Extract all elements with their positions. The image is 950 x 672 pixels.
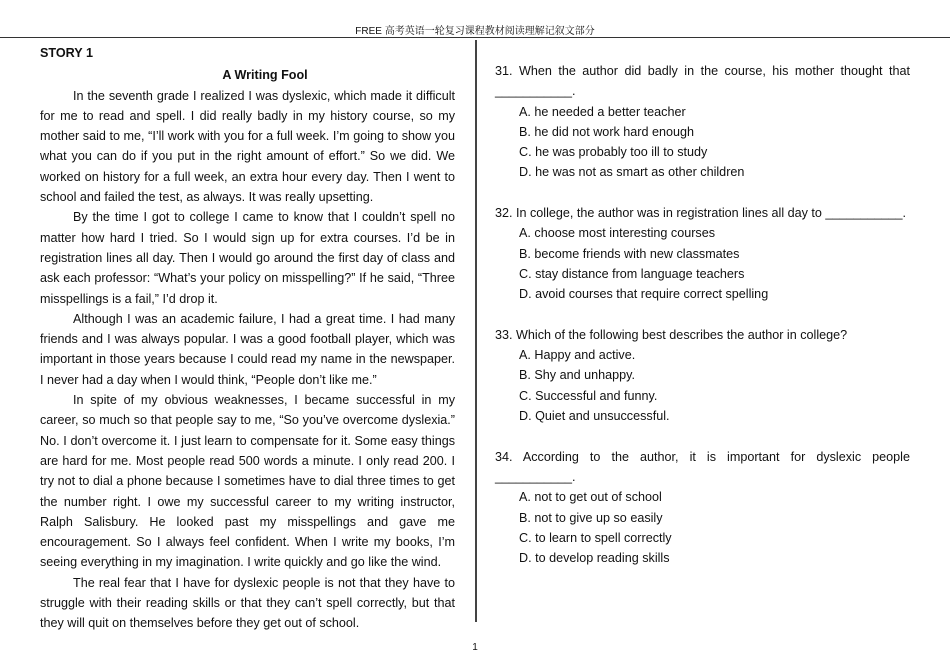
option: D. Quiet and unsuccessful. bbox=[519, 409, 670, 424]
question-33 bbox=[495, 325, 910, 426]
option: C. to learn to spell correctly bbox=[519, 530, 672, 545]
passage-title: A Writing Fool bbox=[222, 68, 308, 83]
questions-column bbox=[495, 61, 910, 589]
question-stem: 34. According to the author, it is important for dyslexic people ___________. bbox=[495, 449, 910, 484]
option: A. choose most interesting courses bbox=[519, 226, 715, 241]
option: C. stay distance from language teachers bbox=[519, 266, 745, 281]
question-stem: 31. When the author did badly in the course, his mother thought that ___________. bbox=[495, 64, 910, 99]
question-stem: 33. Which of the following best describes the author in college? bbox=[495, 327, 848, 342]
paragraph: In spite of my obvious weaknesses, I became successful in my career, so much so that people say to me, “So you’ve overcome dyslexia.” No. I don’t overcome it. I just learn to compensate for it. Some easy things are hard for me. Most people read 500 words a minute. I only read 200. I try not to dial a phone because I sometimes have to dial three times to get the number right. I owe my successful career to my writing instructor, Ralph Salisbury. He looked past my misspellings and gave me encouragement. So I always feel confident. When I write my books, I’m seeing everything in my imagination. I write quickly and go like the wind. bbox=[40, 393, 455, 570]
paragraph: The real fear that I have for dyslexic people is not that they have to struggle with their reading skills or that they can’t spell correctly, but that they will quit on themselves before they get out of school. bbox=[40, 575, 455, 631]
option: D. avoid courses that require correct spelling bbox=[519, 287, 769, 302]
option: B. not to give up so easily bbox=[519, 510, 663, 525]
option: A. he needed a better teacher bbox=[519, 104, 686, 119]
option: D. to develop reading skills bbox=[519, 551, 670, 566]
column-divider bbox=[475, 40, 477, 622]
option: B. he did not work hard enough bbox=[519, 124, 695, 139]
passage-column bbox=[40, 43, 455, 634]
question-32 bbox=[495, 203, 910, 304]
option: C. he was probably too ill to study bbox=[519, 145, 708, 160]
paragraph: By the time I got to college I came to know that I couldn’t spell no matter how hard I tried. So I would sign up for extra courses. I’d be in registration lines all day. Then I would go around the first day of class and ask each professor: “What’s your policy on misspelling?” If he said, “Three misspellings is a fail,” I’d drop it. bbox=[40, 210, 455, 306]
option: C. Successful and funny. bbox=[519, 388, 658, 403]
option: D. he was not as smart as other children bbox=[519, 165, 745, 180]
paragraph: Although I was an academic failure, I had a great time. I had many friends and I was always popular. I was a good football player, which was important in those years because I could read my name in the newspaper. I never had a day when I would think, “People don’t like me.” bbox=[40, 311, 455, 387]
option: A. not to get out of school bbox=[519, 490, 662, 505]
question-34 bbox=[495, 447, 910, 569]
option: A. Happy and active. bbox=[519, 348, 636, 363]
option: B. become friends with new classmates bbox=[519, 246, 740, 261]
page-header: FREE 高考英语一轮复习课程教材阅读理解记叙文部分 bbox=[355, 26, 595, 37]
page-number: 1 bbox=[472, 642, 478, 653]
header-divider bbox=[0, 37, 950, 38]
story-label: STORY 1 bbox=[40, 46, 93, 60]
option: B. Shy and unhappy. bbox=[519, 368, 635, 383]
question-stem: 32. In college, the author was in registration lines all day to ___________. bbox=[495, 206, 906, 221]
question-31 bbox=[495, 61, 910, 183]
paragraph: In the seventh grade I realized I was dyslexic, which made it difficult for me to read and spell. I did really badly in my history course, so my mother said to me, “I’ll work with you for a full week. I’m going to show you what you can do if you put in the right amount of effort.” So we did. We worked on history for a full week, an extra hour every day. Then I went to school and failed the test, as always. It was really upsetting. bbox=[40, 88, 455, 205]
